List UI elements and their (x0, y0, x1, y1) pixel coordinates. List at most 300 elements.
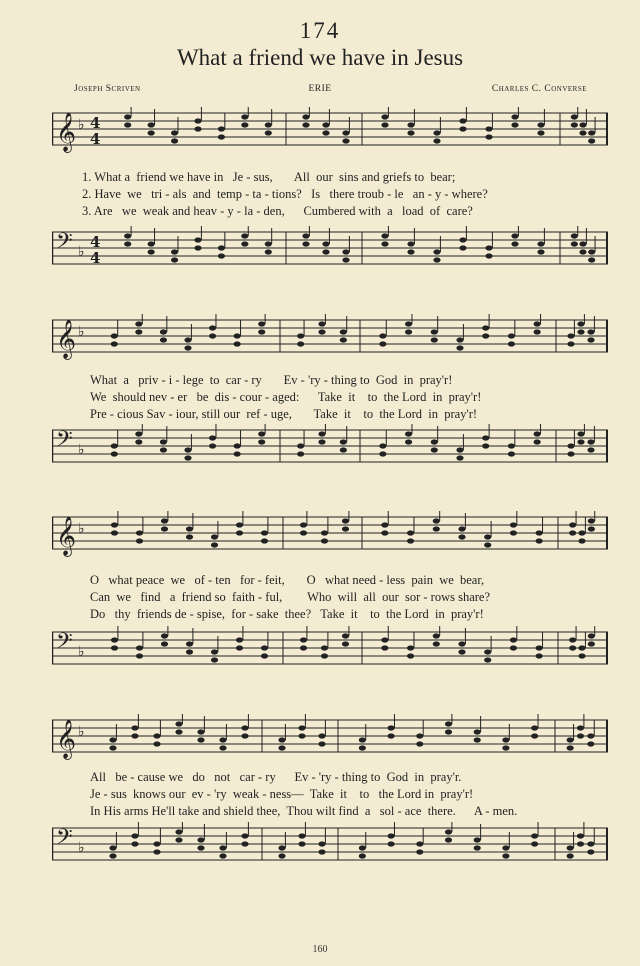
author-credit: Joseph Scriven (74, 84, 141, 94)
note-mark (502, 853, 509, 858)
note-mark (587, 849, 594, 854)
note-mark (298, 733, 305, 738)
note-mark (381, 241, 388, 246)
note-mark (508, 451, 515, 456)
note-mark (407, 645, 414, 650)
note-mark (445, 837, 452, 842)
key-signature-flat-icon: ♭ (78, 324, 85, 340)
note-mark (278, 845, 285, 850)
note-mark (531, 733, 538, 738)
note-mark (577, 733, 584, 738)
note-mark (318, 329, 325, 334)
note-mark (407, 530, 414, 535)
note-mark (258, 321, 265, 326)
note-mark (474, 729, 481, 734)
note-mark (194, 245, 201, 250)
treble-clef-icon: 𝄞 (56, 516, 77, 556)
note-mark (241, 122, 248, 127)
note-mark (265, 122, 272, 127)
time-signature-glyph: 4 (90, 114, 101, 132)
note-mark (588, 641, 595, 646)
note-mark (184, 345, 191, 350)
note-mark (577, 321, 584, 326)
note-mark (184, 447, 191, 452)
note-mark (534, 329, 541, 334)
note-mark (236, 530, 243, 535)
note-mark (148, 122, 155, 127)
note-mark (318, 439, 325, 444)
note-mark (531, 725, 538, 730)
note-mark (567, 853, 574, 858)
note-mark (219, 745, 226, 750)
note-mark (297, 333, 304, 338)
note-mark (342, 138, 349, 143)
note-mark (322, 241, 329, 246)
note-mark (321, 653, 328, 658)
note-mark (571, 122, 578, 127)
note-mark (236, 645, 243, 650)
note-mark (579, 241, 586, 246)
note-mark (211, 534, 218, 539)
lyric-line: We should nev - er be dis - cour - aged: Take it to the Lord in pray'r! (90, 390, 482, 404)
note-mark (578, 530, 585, 535)
note-mark (209, 333, 216, 338)
note-mark (567, 443, 574, 448)
note-mark (342, 249, 349, 254)
lyric-line: What a priv - i - lege to car - ry Ev - 'ry - thing to God in pray'r! (90, 373, 453, 387)
note-mark (416, 733, 423, 738)
note-mark (431, 439, 438, 444)
tune-name: ERIE (308, 84, 332, 94)
note-mark (175, 837, 182, 842)
note-mark (578, 653, 585, 658)
key-signature-flat-icon: ♭ (78, 117, 85, 133)
note-mark (340, 329, 347, 334)
note-mark (236, 522, 243, 527)
note-mark (219, 737, 226, 742)
note-mark (405, 329, 412, 334)
note-mark (241, 233, 248, 238)
note-mark (136, 530, 143, 535)
note-mark (379, 341, 386, 346)
note-mark (111, 637, 118, 642)
note-mark (379, 443, 386, 448)
lyric-line: 1. What a friend we have in Je - sus, All our sins and griefs to bear; (82, 170, 456, 184)
note-mark (577, 833, 584, 838)
note-mark (318, 431, 325, 436)
note-mark (160, 337, 167, 342)
note-mark (456, 455, 463, 460)
note-mark (298, 725, 305, 730)
note-mark (234, 341, 241, 346)
note-mark (124, 233, 131, 238)
note-mark (485, 134, 492, 139)
note-mark (536, 530, 543, 535)
note-mark (578, 645, 585, 650)
note-mark (567, 341, 574, 346)
note-mark (258, 329, 265, 334)
lyric-line: Je - sus knows our ev - 'ry weak - ness— Take it to the Lord in pray'r! (90, 787, 474, 801)
note-mark (536, 645, 543, 650)
note-mark (209, 325, 216, 330)
note-mark (211, 657, 218, 662)
note-mark (148, 241, 155, 246)
bass-staff-4 (52, 822, 612, 872)
note-mark (531, 841, 538, 846)
note-mark (381, 233, 388, 238)
note-mark (297, 341, 304, 346)
note-mark (387, 841, 394, 846)
note-mark (111, 645, 118, 650)
note-mark (161, 633, 168, 638)
note-mark (571, 233, 578, 238)
note-mark (459, 245, 466, 250)
note-mark (381, 122, 388, 127)
note-mark (405, 321, 412, 326)
note-mark (278, 745, 285, 750)
note-mark (321, 645, 328, 650)
note-mark (405, 431, 412, 436)
note-mark (111, 522, 118, 527)
key-signature-flat-icon: ♭ (78, 442, 85, 458)
note-mark (261, 653, 268, 658)
note-mark (577, 329, 584, 334)
note-mark (302, 241, 309, 246)
note-mark (577, 431, 584, 436)
note-mark (381, 522, 388, 527)
note-mark (567, 333, 574, 338)
note-mark (433, 257, 440, 262)
note-mark (265, 249, 272, 254)
bass-clef-icon: 𝄢 (56, 629, 73, 659)
treble-clef-icon: 𝄞 (56, 719, 77, 759)
note-mark (567, 845, 574, 850)
note-mark (359, 845, 366, 850)
note-mark (433, 518, 440, 523)
note-mark (511, 233, 518, 238)
note-mark (160, 329, 167, 334)
note-mark (387, 733, 394, 738)
note-mark (482, 435, 489, 440)
note-mark (407, 122, 414, 127)
note-mark (109, 845, 116, 850)
composer-credit: Charles C. Converse (491, 84, 587, 94)
note-mark (416, 841, 423, 846)
note-mark (218, 245, 225, 250)
note-mark (160, 439, 167, 444)
note-mark (458, 526, 465, 531)
note-mark (511, 122, 518, 127)
note-mark (510, 637, 517, 642)
note-mark (587, 439, 594, 444)
note-mark (407, 538, 414, 543)
note-mark (300, 530, 307, 535)
note-mark (186, 641, 193, 646)
note-mark (407, 653, 414, 658)
note-mark (587, 741, 594, 746)
note-mark (508, 443, 515, 448)
note-mark (381, 645, 388, 650)
note-mark (302, 233, 309, 238)
note-mark (109, 745, 116, 750)
treble-staff-3 (52, 511, 612, 561)
note-mark (135, 439, 142, 444)
note-mark (342, 257, 349, 262)
note-mark (433, 633, 440, 638)
note-mark (241, 114, 248, 119)
note-mark (321, 538, 328, 543)
note-mark (194, 126, 201, 131)
note-mark (485, 126, 492, 131)
note-mark (510, 530, 517, 535)
note-mark (194, 118, 201, 123)
note-mark (537, 122, 544, 127)
note-mark (136, 538, 143, 543)
bass-clef-icon: 𝄢 (56, 427, 73, 457)
note-mark (433, 130, 440, 135)
note-mark (579, 249, 586, 254)
note-mark (197, 845, 204, 850)
note-mark (318, 741, 325, 746)
note-mark (569, 522, 576, 527)
lyric-line: O what peace we of - ten for - feit, O what need - less pain we bear, (90, 573, 485, 587)
note-mark (340, 337, 347, 342)
time-signature-glyph: 4 (90, 249, 101, 267)
note-mark (234, 451, 241, 456)
note-mark (209, 435, 216, 440)
lyric-line: 2. Have we tri - als and temp - ta - tions? Is there troub - le an - y - where? (82, 187, 488, 201)
note-mark (135, 431, 142, 436)
note-mark (124, 241, 131, 246)
note-mark (302, 122, 309, 127)
note-mark (318, 841, 325, 846)
note-mark (153, 841, 160, 846)
note-mark (211, 542, 218, 547)
note-mark (588, 633, 595, 638)
note-mark (531, 833, 538, 838)
note-mark (322, 249, 329, 254)
note-mark (109, 737, 116, 742)
note-mark (571, 241, 578, 246)
note-mark (161, 518, 168, 523)
note-mark (161, 526, 168, 531)
note-mark (340, 439, 347, 444)
lyric-line: In His arms He'll take and shield thee, Thou wilt find a sol - ace there. A - men. (90, 804, 518, 818)
note-mark (241, 833, 248, 838)
note-mark (135, 321, 142, 326)
note-mark (241, 241, 248, 246)
note-mark (278, 737, 285, 742)
lyric-line: Pre - cious Sav - iour, still our ref - uge, Take it to the Lord in pray'r! (90, 407, 478, 421)
note-mark (171, 138, 178, 143)
hymn-number: 174 (299, 18, 341, 43)
note-mark (502, 745, 509, 750)
note-mark (300, 522, 307, 527)
note-mark (302, 114, 309, 119)
note-mark (569, 637, 576, 642)
note-mark (577, 841, 584, 846)
note-mark (458, 534, 465, 539)
note-mark (258, 431, 265, 436)
note-mark (297, 451, 304, 456)
note-mark (534, 439, 541, 444)
note-mark (379, 451, 386, 456)
note-mark (186, 526, 193, 531)
note-mark (300, 645, 307, 650)
bass-staff-3 (52, 626, 612, 676)
key-signature-flat-icon: ♭ (78, 724, 85, 740)
note-mark (588, 130, 595, 135)
note-mark (318, 849, 325, 854)
note-mark (131, 833, 138, 838)
note-mark (484, 657, 491, 662)
note-mark (445, 721, 452, 726)
note-mark (567, 737, 574, 742)
note-mark (474, 837, 481, 842)
note-mark (484, 649, 491, 654)
note-mark (261, 645, 268, 650)
note-mark (197, 737, 204, 742)
note-mark (458, 649, 465, 654)
note-mark (416, 849, 423, 854)
note-mark (484, 534, 491, 539)
note-mark (161, 641, 168, 646)
note-mark (186, 534, 193, 539)
note-mark (131, 841, 138, 846)
note-mark (153, 733, 160, 738)
note-mark (456, 345, 463, 350)
note-mark (536, 653, 543, 658)
note-mark (381, 637, 388, 642)
note-mark (577, 439, 584, 444)
lyric-line: All be - cause we do not car - ry Ev - 'ry - thing to God in pray'r. (90, 770, 462, 784)
note-mark (484, 542, 491, 547)
note-mark (359, 737, 366, 742)
note-mark (321, 530, 328, 535)
note-mark (458, 641, 465, 646)
note-mark (318, 733, 325, 738)
note-mark (186, 649, 193, 654)
note-mark (148, 130, 155, 135)
note-mark (109, 853, 116, 858)
note-mark (537, 249, 544, 254)
note-mark (474, 845, 481, 850)
note-mark (261, 530, 268, 535)
note-mark (510, 645, 517, 650)
note-mark (431, 447, 438, 452)
key-signature-flat-icon: ♭ (78, 840, 85, 856)
note-mark (536, 538, 543, 543)
note-mark (588, 138, 595, 143)
note-mark (136, 645, 143, 650)
note-mark (459, 118, 466, 123)
note-mark (300, 637, 307, 642)
note-mark (571, 114, 578, 119)
note-mark (234, 333, 241, 338)
note-mark (197, 837, 204, 842)
note-mark (482, 333, 489, 338)
note-mark (579, 130, 586, 135)
key-signature-flat-icon: ♭ (78, 244, 85, 260)
note-mark (510, 522, 517, 527)
note-mark (359, 745, 366, 750)
note-mark (588, 526, 595, 531)
note-mark (431, 329, 438, 334)
treble-staff-2 (52, 314, 612, 364)
note-mark (278, 853, 285, 858)
note-mark (218, 134, 225, 139)
note-mark (387, 833, 394, 838)
lyric-line: Do thy friends de - spise, for - sake thee? Take it to the Lord in pray'r! (90, 607, 484, 621)
note-mark (234, 443, 241, 448)
note-mark (153, 741, 160, 746)
note-mark (298, 841, 305, 846)
lyric-line: 3. Are we weak and heav - y - la - den, Cumbered with a load of care? (82, 204, 473, 218)
note-mark (445, 829, 452, 834)
note-mark (433, 249, 440, 254)
note-mark (175, 829, 182, 834)
note-mark (502, 845, 509, 850)
note-mark (342, 641, 349, 646)
note-mark (588, 257, 595, 262)
note-mark (511, 241, 518, 246)
note-mark (433, 138, 440, 143)
note-mark (537, 130, 544, 135)
note-mark (322, 130, 329, 135)
note-mark (342, 130, 349, 135)
note-mark (587, 733, 594, 738)
note-mark (456, 447, 463, 452)
note-mark (405, 439, 412, 444)
note-mark (587, 337, 594, 342)
note-mark (197, 729, 204, 734)
note-mark (124, 114, 131, 119)
note-mark (511, 114, 518, 119)
time-signature-glyph: 4 (90, 233, 101, 251)
note-mark (433, 641, 440, 646)
note-mark (359, 853, 366, 858)
note-mark (175, 721, 182, 726)
note-mark (211, 649, 218, 654)
note-mark (184, 337, 191, 342)
note-mark (131, 725, 138, 730)
note-mark (241, 733, 248, 738)
note-mark (111, 341, 118, 346)
time-signature-glyph: 4 (90, 130, 101, 148)
treble-staff-4 (52, 714, 612, 764)
note-mark (407, 249, 414, 254)
note-mark (482, 443, 489, 448)
note-mark (241, 725, 248, 730)
note-mark (534, 431, 541, 436)
bass-clef-icon: 𝄢 (56, 825, 73, 855)
note-mark (131, 733, 138, 738)
note-mark (537, 241, 544, 246)
note-mark (218, 126, 225, 131)
note-mark (578, 538, 585, 543)
note-mark (587, 329, 594, 334)
note-mark (340, 447, 347, 452)
note-mark (171, 130, 178, 135)
note-mark (579, 122, 586, 127)
note-mark (265, 130, 272, 135)
note-mark (459, 126, 466, 131)
note-mark (160, 447, 167, 452)
note-mark (485, 245, 492, 250)
hymn-title: What a friend we have in Jesus (176, 45, 464, 70)
note-mark (322, 122, 329, 127)
note-mark (124, 122, 131, 127)
